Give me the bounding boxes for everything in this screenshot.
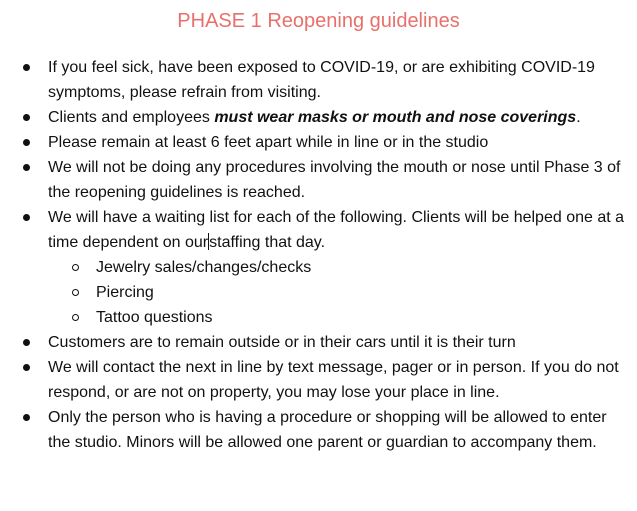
list-item [0,55,637,105]
bullet-icon [23,64,30,71]
bullet-icon [23,414,30,421]
list-item [0,155,637,205]
list-item [0,130,637,155]
bullet-icon [23,364,30,371]
list-item-text: If you feel sick, have been exposed to COVID-19, or are exhibiting COVID-19 symptoms, please refrain from visiting. [48,59,595,101]
bullet-icon [23,214,30,221]
bullet-icon [23,164,30,171]
sublist-item-text: Piercing [96,284,154,301]
hollow-bullet-icon [72,264,79,271]
sublist-item [48,305,625,330]
list-item-text: Customers are to remain outside or in their cars until it is their turn [48,334,516,351]
list-item-text: Please remain at least 6 feet apart while in line or in the studio [48,134,489,151]
hollow-bullet-icon [72,289,79,296]
list-item-text: We will contact the next in line by text message, pager or in person. If you do not respond, or are not on property, you may lose your place in line. [48,359,619,401]
list-item-text-end: staffing that day. [209,234,326,251]
bullet-icon [23,114,30,121]
list-item [0,105,637,130]
list-item-text: Clients and employees [48,109,215,126]
sublist-item [48,255,625,280]
list-item-text-end: . [576,109,581,126]
waiting-list-sublist [48,255,625,330]
hollow-bullet-icon [72,314,79,321]
bullet-icon [23,339,30,346]
list-item [0,355,637,405]
sublist-item-text: Jewelry sales/changes/checks [96,259,312,276]
list-item [0,405,637,455]
sublist-item [48,280,625,305]
list-item [0,205,637,330]
list-item-text: We will not be doing any procedures involving the mouth or nose until Phase 3 of the reopening guidelines is reached. [48,159,621,201]
emphasized-text: must wear masks or mouth and nose coverings [214,109,577,126]
list-item-text: Only the person who is having a procedure or shopping will be allowed to enter the studio. Minors will be allowed one parent or guardian to accompany them. [48,409,607,451]
sublist-item-text: Tattoo questions [96,309,213,326]
list-item-text: We will have a waiting list for each of the following. Clients will be helped one at a time dependent on our [48,209,625,251]
bullet-icon [23,139,30,146]
document-title: PHASE 1 Reopening guidelines [177,10,460,32]
list-item [0,330,637,355]
guidelines-list [0,55,637,455]
